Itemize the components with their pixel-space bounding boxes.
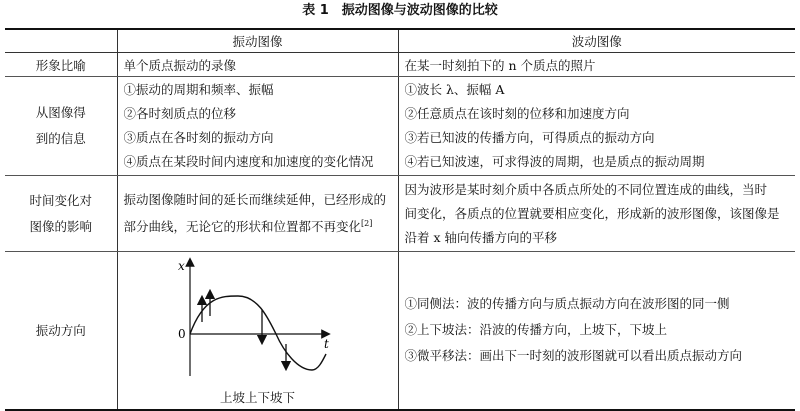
label-line: 时间变化对 [29,192,92,208]
row-direction [5,252,795,410]
list-item: ②各时刻质点的位移 [123,106,237,121]
cell-info-vibration [117,77,398,176]
list-item: ①同侧法：波的传播方向与质点振动方向在波形图的同一侧 [404,296,730,312]
row-label-direction: 振动方向 [5,252,117,410]
cell-direction-wave [398,252,795,410]
list-item: ①振动的周期和频率、振幅 [123,82,274,97]
cell-time-change-wave [398,176,795,252]
text-line: 振动图像随时间的延长而继续延伸，已经形成的 [123,191,387,207]
row-label-time-change [5,176,117,252]
text-line-with-citation [124,212,392,239]
label-line: 到的信息 [35,131,86,146]
citation-marker: [2] [361,218,373,228]
row-analogy [5,53,795,77]
header-vibration-image: 振动图像 [117,29,398,53]
cell-direction-graph [117,252,398,410]
text-line: 因为波形是某时刻介质中各质点所处的不同位置连成的曲线，当时 [404,181,768,197]
list-item: ①波长 λ、振幅 A [404,82,505,97]
x-axis-label: t [323,337,329,352]
cell-analogy-vibration: 单个质点振动的录像 [117,53,398,77]
text-line: 间变化，各质点的位置就要相应变化，形成新的波形图像，该图像是 [404,205,780,221]
slope-method-graph [158,256,358,392]
list-item: ③若已知波的传播方向，可得质点的振动方向 [404,130,655,145]
text-line: 沿着 x 轴向传播方向的平移 [404,229,557,245]
row-info [5,77,795,176]
header-empty [5,29,117,53]
row-time-change [5,176,795,252]
list-item: ④若已知波速，可求得波的周期，也是质点的振动周期 [404,154,705,169]
graph-caption: 上坡上下坡下 [219,390,295,406]
label-line: 图像的影响 [29,218,92,234]
table-header-row [5,29,795,53]
comparison-table [5,28,795,411]
cell-time-change-vibration [117,176,398,252]
list-item: ④质点在某段时间内速度和加速度的变化情况 [123,154,374,169]
table-title: 表 1 振动图像与波动图像的比较 [302,3,498,18]
label-line: 从图像得 [35,105,86,120]
row-label-analogy: 形象比喻 [5,53,117,77]
text-line: 部分曲线，无论它的形状和位置都不再变化 [123,219,362,235]
header-wave-image: 波动图像 [398,29,795,53]
list-item: ②任意质点在该时刻的位移和加速度方向 [404,106,630,121]
list-item: ③微平移法：画出下一时刻的波形图就可以看出质点振动方向 [404,348,743,364]
cell-analogy-wave: 在某一时刻拍下的 n 个质点的照片 [398,53,795,77]
list-item: ②上下坡法：沿波的传播方向，上坡下，下坡上 [404,322,668,338]
origin-label: 0 [177,327,186,342]
row-label-info [5,77,117,176]
y-axis-label: x [177,259,185,274]
cell-info-wave [398,77,795,176]
list-item: ③质点在各时刻的振动方向 [123,130,274,145]
